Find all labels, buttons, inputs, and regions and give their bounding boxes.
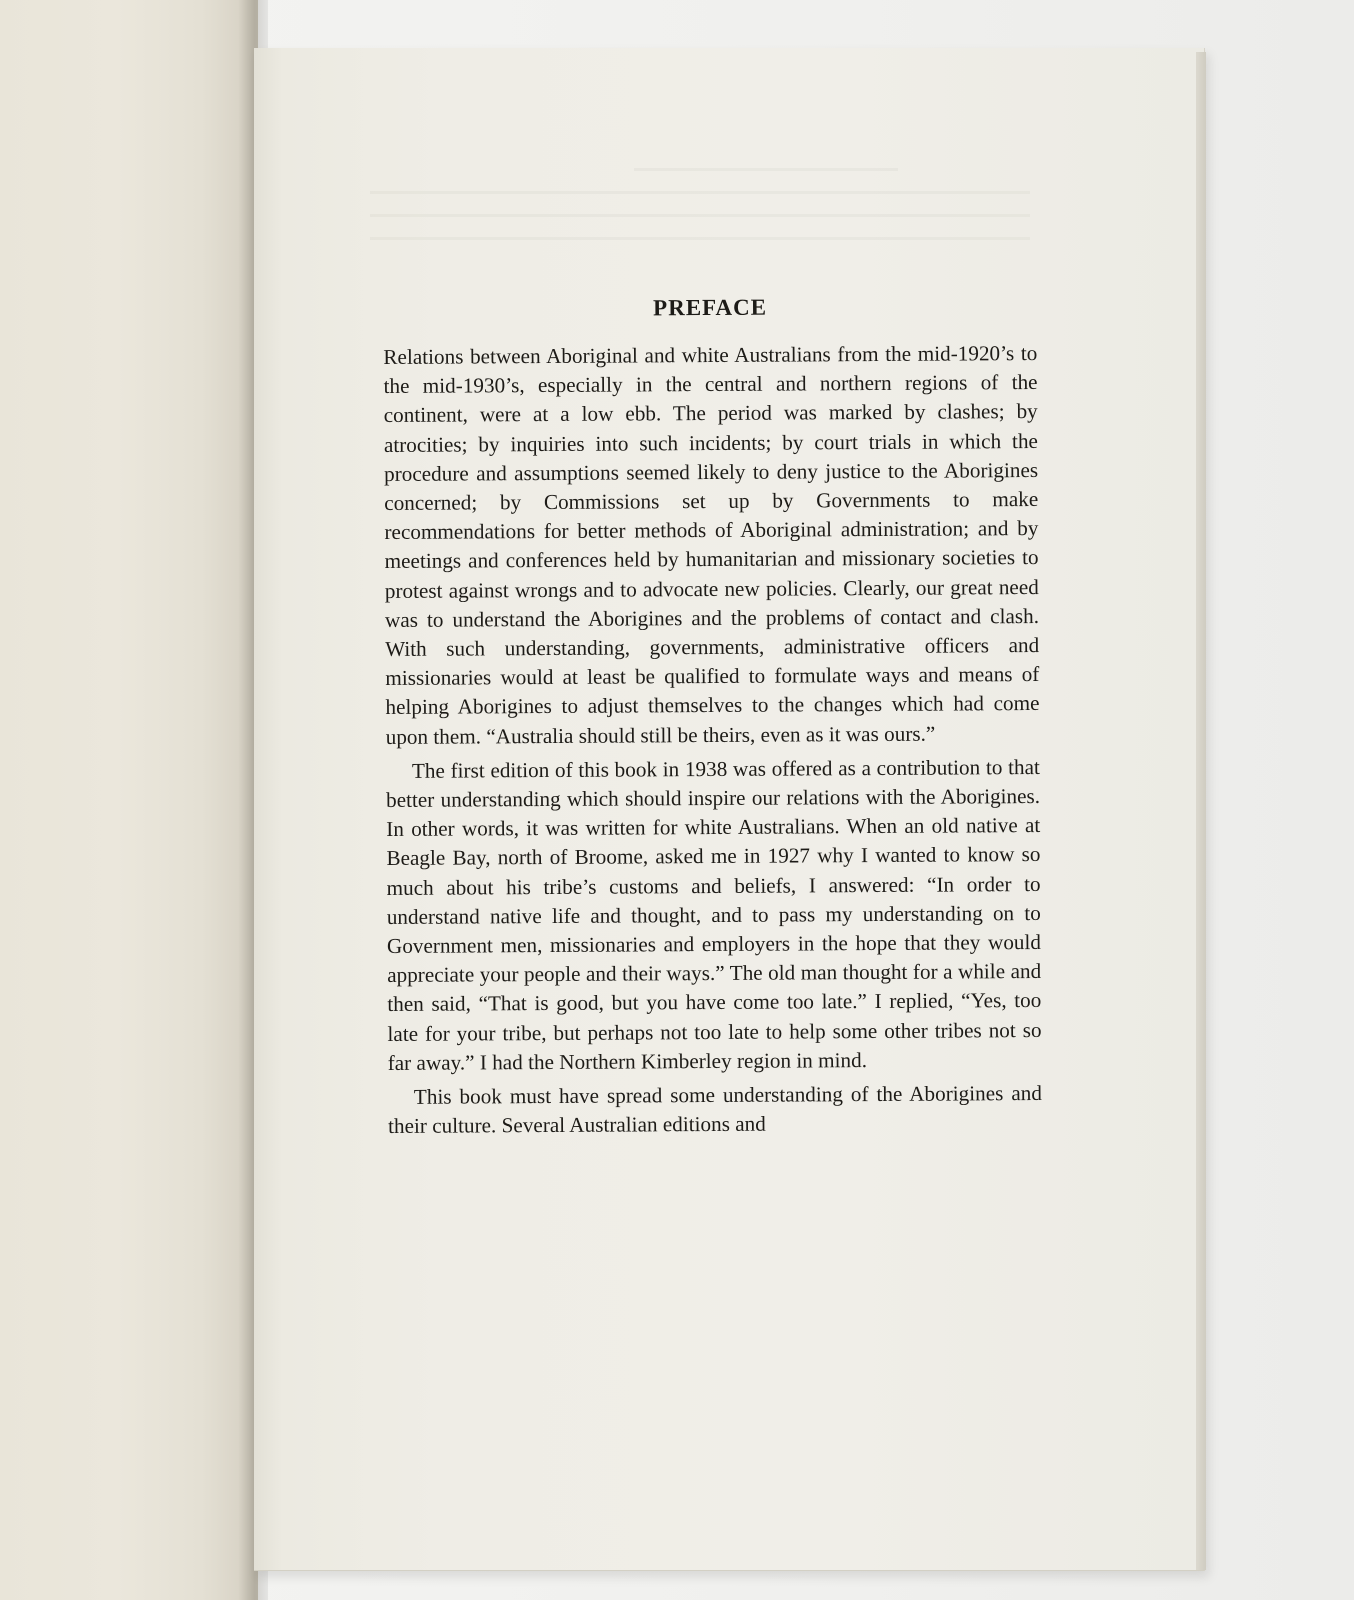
page-edge bbox=[1196, 52, 1206, 1570]
preface-paragraph-3: This book must have spread some understanding of the Aborigines and their culture. Several Australian editions and bbox=[387, 1081, 1042, 1139]
left-page bbox=[0, 0, 258, 1600]
page-title: PREFACE bbox=[653, 294, 768, 321]
reverse-side-show-through bbox=[370, 168, 1030, 260]
preface-paragraph-1: Relations between Aboriginal and white Australians from the mid-1920’s to the mid-1930’s, especially in the central and northern regions of the continent, were at a low ebb. The period was marked by clashes; by atrocities; by inquiries into such incidents; by court trials in which the procedure and assumptions seemed likely to deny justice to the Aborigines concerned; by Commissions set up by Governments to make recommendations for better methods of Aboriginal administration; and by meetings and conferences held by humanitarian and missionary societies to protest against wrongs and to advocate new policies. Clearly, our great need was to understand the Aborigines and the problems of contact and clash. With such understanding, governments, administrative officers and missionaries would at least be qualified to formulate ways and means of helping Aborigines to adjust themselves to the changes which had come upon them. “Australia should still be theirs, even as it was ours.” bbox=[383, 341, 1040, 749]
preface-text-block bbox=[383, 292, 1042, 1146]
preface-paragraph-2: The first edition of this book in 1938 was offered as a contribution to that better understanding which should inspire our relations with the Aborigines. In other words, it was written for white Australians. When an old native at Beagle Bay, north of Broome, asked me in 1927 why I wanted to know so much about his tribe’s customs and beliefs, I answered: “In order to understand native life and thought, and to pass my understanding on to Government men, missionaries and employers in the hope that they would appreciate your people and their ways.” The old man thought for a while and then said, “That is good, but you have come too late.” I replied, “Yes, too late for your tribe, but perhaps not too late to help some other tribes not so far away.” I had the Northern Kimberley region in mind. bbox=[386, 754, 1042, 1075]
